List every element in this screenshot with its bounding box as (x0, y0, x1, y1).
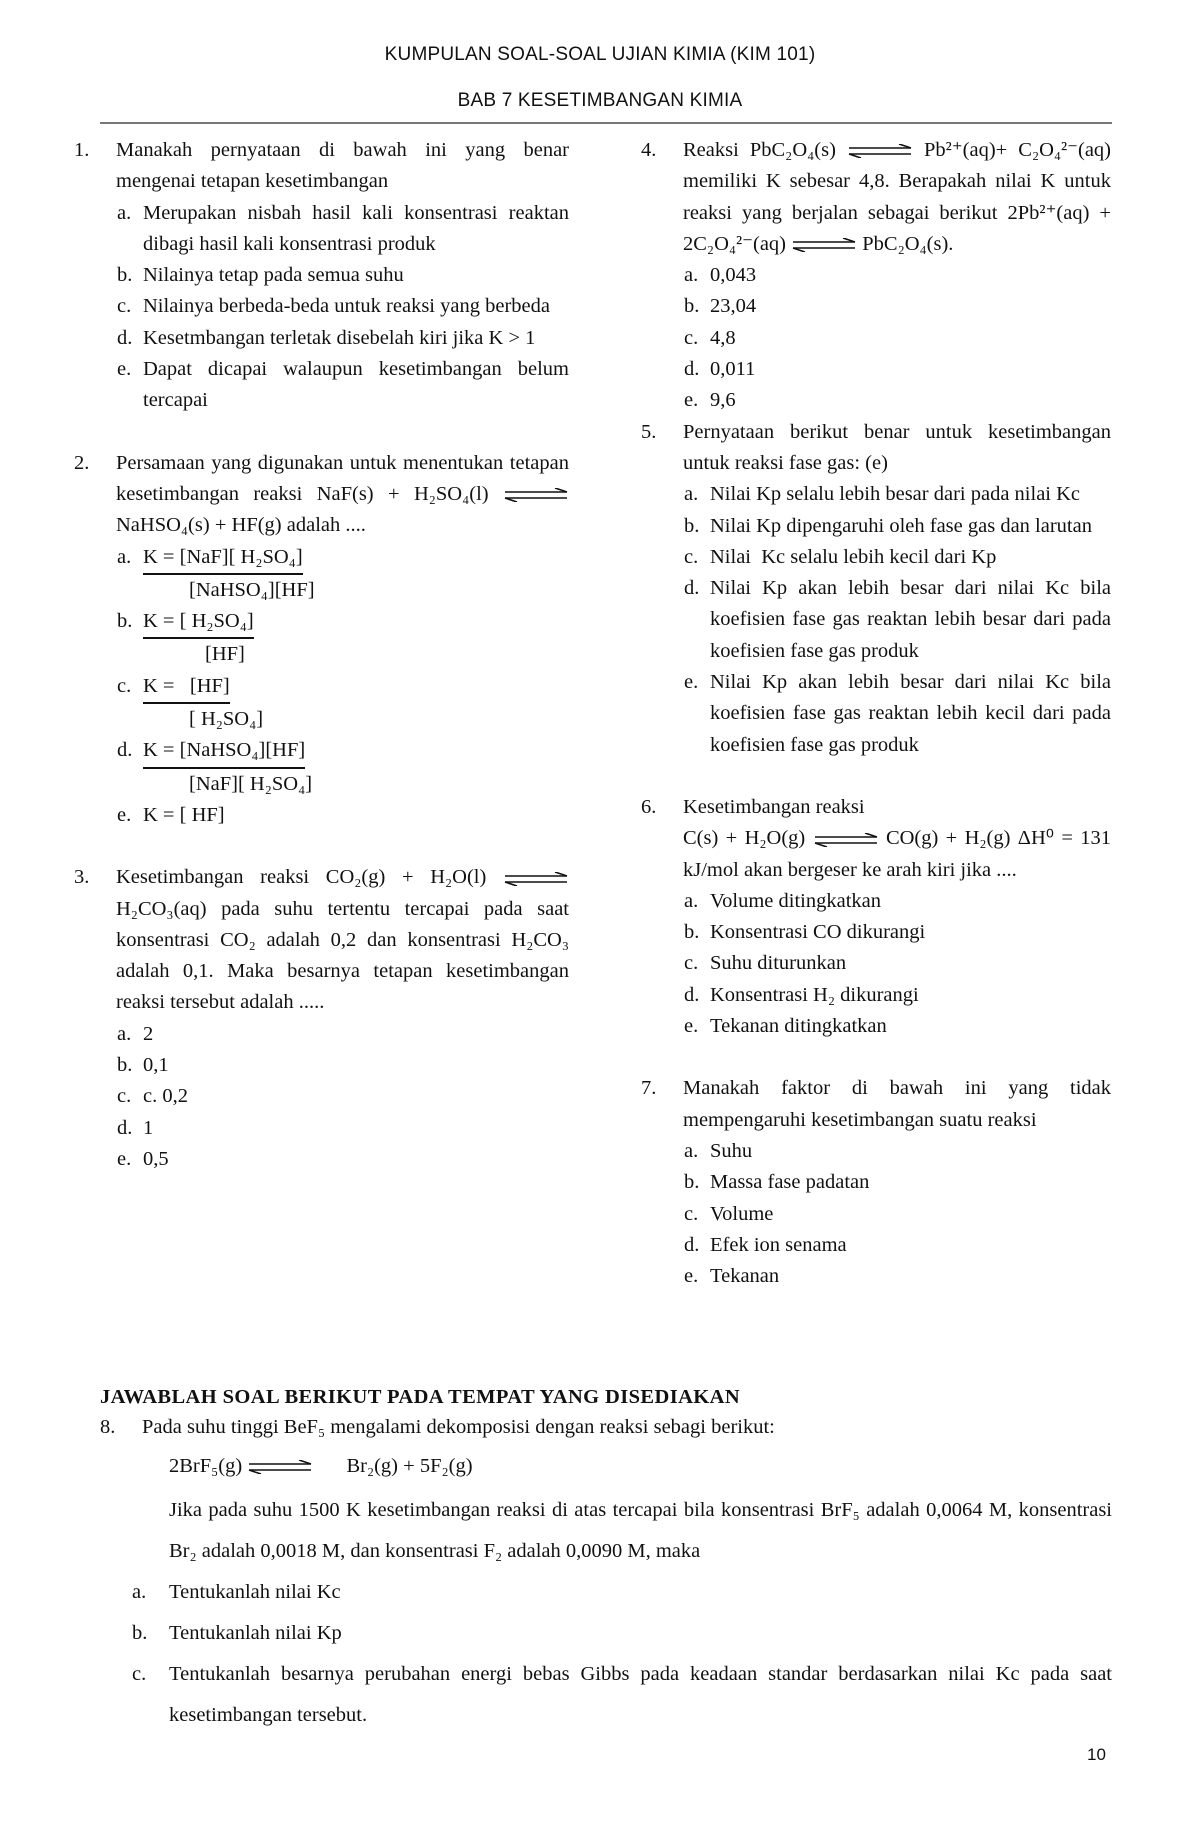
q7-option-c: c. Volume (684, 1202, 774, 1225)
q6-option-e: e. Tekanan ditingkatkan (684, 1015, 887, 1038)
q1-option-e: e. Dapat dicapai walaupun kesetimbangan belum tercapai (117, 358, 569, 412)
question-3: 3. Kesetimbangan reaksi CO₂(g) + H₂O(l) H₂CO₃(aq) pada suhu tertentu tercapai pada saat konsentrasi CO₂ adalah 0,2 dan konsentrasi H₂CO₃ adalah 0,1. Maka besarnya tetapan kesetimbangan reaksi tersebut adalah ..... (74, 866, 569, 1014)
q8-option-c: c. Tentukanlah besarnya perubahan energi bebas Gibbs pada keadaan standar berdasarkan nilai Kc pada saat kesetimbangan tersebut. (132, 1663, 1112, 1726)
q8-reaction: 2BrF₅(g) Br₂(g) + 5F₂(g) (169, 1455, 473, 1477)
equilibrium-arrow-icon (791, 238, 857, 252)
q5-option-d: d. Nilai Kp akan lebih besar dari nilai Kc bila koefisien fase gas reaktan lebih besar dari pada koefisien fase gas produk (684, 577, 1111, 662)
question-3-text: Kesetimbangan reaksi CO₂(g) + H₂O(l) (116, 866, 487, 889)
q4-option-b: b. 23,04 (684, 295, 757, 318)
question-7: 7. Manakah faktor di bawah ini yang tidak mempengaruhi kesetimbangan suatu reaksi (641, 1077, 1111, 1131)
chapter-title: BAB 7 KESETIMBANGAN KIMIA (457, 90, 743, 111)
question-1: 1. Manakah pernyataan di bawah ini yang benar mengenai tetapan kesetimbangan (74, 139, 569, 193)
left-column (74, 135, 569, 1175)
q6-option-b: b. Konsentrasi CO dikurangi (684, 921, 926, 944)
q4-option-d: d. 0,011 (684, 358, 756, 381)
q1-option-a: a. Merupakan nisbah hasil kali konsentrasi reaktan dibagi hasil kali konsentrasi produk (117, 201, 569, 255)
q7-option-e: e. Tekanan (684, 1265, 780, 1288)
question-6-text: Kesetimbangan reaksi (683, 795, 865, 818)
q4-option-e: e. 9,6 (684, 389, 736, 412)
question-1-text: Manakah pernyataan di bawah ini yang benar mengenai tetapan kesetimbangan (116, 139, 569, 193)
q5-option-a: a. Nilai Kp selalu lebih besar dari pada nilai Kc (684, 483, 1081, 506)
q5-option-c: c. Nilai Kc selalu lebih kecil dari Kp (684, 545, 997, 568)
q8-option-a: a. Tentukanlah nilai Kc (132, 1581, 341, 1603)
question-4-text: Reaksi PbC₂O₄(s) (683, 139, 836, 161)
question-8: 8. Pada suhu tinggi BeF₅ mengalami dekomposisi dengan reaksi sebagi berikut: (100, 1416, 775, 1438)
question-8-text: Pada suhu tinggi BeF₅ mengalami dekomposisi dengan reaksi sebagi berikut: (142, 1416, 775, 1438)
equilibrium-arrow-icon (813, 833, 879, 847)
equilibrium-arrow-icon (503, 872, 569, 886)
q2-option-d: d. K = [NaHSO₄][HF] [NaF][ H₂SO₄] (74, 735, 569, 800)
q7-option-a: a. Suhu (684, 1139, 753, 1162)
q5-option-e: e. Nilai Kp akan lebih besar dari nilai Kc bila koefisien fase gas reaktan lebih kecil dari pada koefisien fase gas produk (684, 671, 1111, 756)
question-5: 5. Pernyataan berikut benar untuk kesetimbangan untuk reaksi fase gas: (e) (641, 420, 1111, 474)
q6-option-c: c. Suhu diturunkan (684, 952, 847, 975)
q1-option-d: d. Kesetmbangan terletak disebelah kiri jika K > 1 (117, 326, 536, 349)
q8-body: Jika pada suhu 1500 K kesetimbangan reaksi di atas tercapai bila konsentrasi BrF₅ adalah 0,0064 M, konsentrasi Br₂ adalah 0,0018 M, dan konsentrasi F₂ adalah 0,0090 M, maka (169, 1499, 1112, 1562)
question-2-text: Persamaan yang digunakan untuk menentukan tetapan kesetimbangan reaksi (116, 451, 569, 505)
essay-section (100, 1382, 1112, 1736)
q2-option-e: e. K = [ HF] (117, 803, 225, 826)
q5-option-b: b. Nilai Kp dipengaruhi oleh fase gas dan larutan (684, 514, 1092, 537)
page-number: 10 (1087, 1745, 1106, 1764)
q7-option-d: d. Efek ion senama (684, 1233, 847, 1256)
q8-option-b: b. Tentukanlah nilai Kp (132, 1622, 342, 1644)
equilibrium-arrow-icon (847, 144, 913, 158)
question-7-text: Manakah faktor di bawah ini yang tidak mempengaruhi kesetimbangan suatu reaksi (683, 1077, 1111, 1131)
question-5-text: Pernyataan berikut benar untuk kesetimbangan untuk reaksi fase gas: (e) (683, 420, 1111, 474)
q3-option-a: a. 2 (117, 1022, 154, 1045)
q6-option-d: d. Konsentrasi H₂ dikurangi (684, 983, 919, 1006)
q6-option-a: a. Volume ditingkatkan (684, 889, 882, 912)
q1-option-c: c. Nilainya berbeda-beda untuk reaksi yang berbeda (117, 295, 550, 318)
document-title: KUMPULAN SOAL-SOAL UJIAN KIMIA (KIM 101) (384, 44, 816, 65)
q1-option-b: b. Nilainya tetap pada semua suhu (117, 264, 404, 287)
q3-option-c: c. c. 0,2 (117, 1085, 188, 1108)
header-divider (100, 122, 1112, 124)
q4-option-c: c. 4,8 (684, 326, 736, 349)
q4-option-a: a. 0,043 (684, 264, 757, 287)
question-2: 2. Persamaan yang digunakan untuk menentukan tetapan kesetimbangan reaksi NaF(s) + H₂SO₄(l) NaHSO₄(s) + HF(g) adalah .... (74, 451, 569, 537)
q3-option-d: d. 1 (117, 1116, 154, 1139)
q7-option-b: b. Massa fase padatan (684, 1171, 870, 1194)
question-6: 6. Kesetimbangan reaksi C(s) + H₂O(g) CO(g) + H₂(g) ΔH⁰ = 131 kJ/mol akan bergeser ke arah kiri jika .... (641, 795, 1112, 881)
question-4: 4. Reaksi PbC₂O₄(s) Pb²⁺(aq)+ C₂O₄²⁻(aq) memiliki K sebesar 4,8. Berapakah nilai K untuk reaksi yang berjalan sebagai berikut 2Pb²⁺(aq) + 2C₂O₄²⁻(aq) PbC₂O₄(s). (641, 139, 1112, 255)
equilibrium-arrow-icon (247, 1460, 313, 1474)
equilibrium-arrow-icon (503, 488, 569, 502)
q3-option-b: b. 0,1 (117, 1054, 169, 1077)
q3-option-e: e. 0,5 (117, 1147, 169, 1170)
q2-option-b: b. K = [ H₂SO₄] [HF] (74, 606, 569, 671)
q2-option-c: c. K = [HF] [ H₂SO₄] (74, 671, 569, 736)
section-title: JAWABLAH SOAL BERIKUT PADA TEMPAT YANG DISEDIAKAN (100, 1386, 741, 1408)
q2-option-a: a. K = [NaF][ H₂SO₄] [NaHSO₄][HF] (74, 542, 569, 607)
right-column (641, 135, 1111, 1292)
